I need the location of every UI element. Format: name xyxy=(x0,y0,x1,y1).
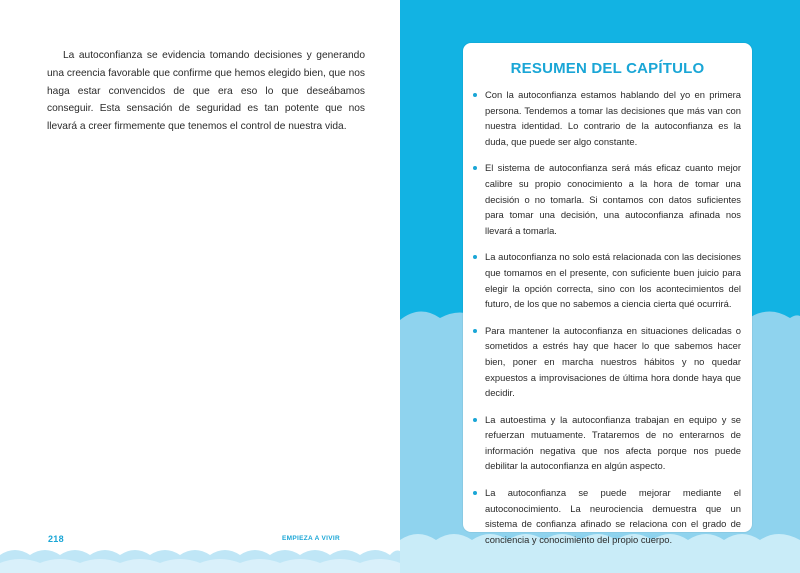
page-number: 218 xyxy=(48,534,64,544)
running-title: EMPIEZA A VIVIR xyxy=(282,535,340,542)
summary-title: RESUMEN DEL CAPÍTULO xyxy=(510,60,705,77)
bullet-icon xyxy=(473,491,477,495)
bullet-icon xyxy=(473,329,477,333)
summary-card xyxy=(463,43,752,545)
wave-decoration-left xyxy=(0,543,400,573)
summary-item xyxy=(473,485,741,547)
summary-item-text: El sistema de autoconfianza será más eficaz cuanto mejor calibre su propio conocimiento a la hora de tomar una decisión o no tomarla. Si contamos con datos suficientes para tomar una decisión, una autoconfianza afinada nos llevará a tomarla. xyxy=(485,162,741,236)
summary-item xyxy=(473,160,741,238)
summary-item xyxy=(473,323,741,401)
summary-list xyxy=(473,87,741,558)
bullet-icon xyxy=(473,255,477,259)
summary-item-text: La autoconfianza no solo está relacionada con las decisiones que tomamos en el presente, con suficiente buen juicio para elegir la opción correcta, sino con los acontecimientos del futuro, de los que no sabemos a ciencia cierta qué ocurrirá. xyxy=(485,251,741,310)
summary-item-text: La autoestima y la autoconfianza trabajan en equipo y se refuerzan mutuamente. Trataremos de no enterarnos de información negativa que nos afecta porque nos puede debilitar la autoconfianza en algún aspecto. xyxy=(485,413,741,472)
summary-item-text: Para mantener la autoconfianza en situaciones delicadas o sometidos a estrés hay que hacer lo que sabemos hacer bien, poner en marcha nuestros hábitos y no quedar expuestos a improvisaciones de última hora donde haya que decidir. xyxy=(485,324,741,399)
bullet-icon xyxy=(473,418,477,422)
bullet-icon xyxy=(473,166,477,170)
summary-item-text: Con la autoconfianza estamos hablando del yo en primera persona. Tendemos a tomar las decisiones que más van con nuestra identidad. Lo contrario de la autoconfianza es la duda, que puede ser algo constante. xyxy=(485,89,741,147)
bullet-icon xyxy=(473,93,477,97)
body-paragraph: La autoconfianza se evidencia tomando decisiones y generando una creencia favorable que confirme que hemos elegido bien, que nos haga estar convencidos de que era eso lo que deseábamos conseguir. Esta sensación de seguridad es tan potente que nos llevará a creer firmemente que tenemos el control de nuestra vida. xyxy=(47,50,365,133)
summary-item xyxy=(473,87,741,149)
summary-item xyxy=(473,412,741,474)
summary-item xyxy=(473,249,741,311)
right-page xyxy=(400,0,800,573)
summary-item-text: La autoconfianza se puede mejorar mediante el autoconocimiento. La neurociencia demuestra que un sistema de confianza afinado se relaciona con el grado de conciencia y conocimiento del propio cuerpo. xyxy=(485,487,741,545)
